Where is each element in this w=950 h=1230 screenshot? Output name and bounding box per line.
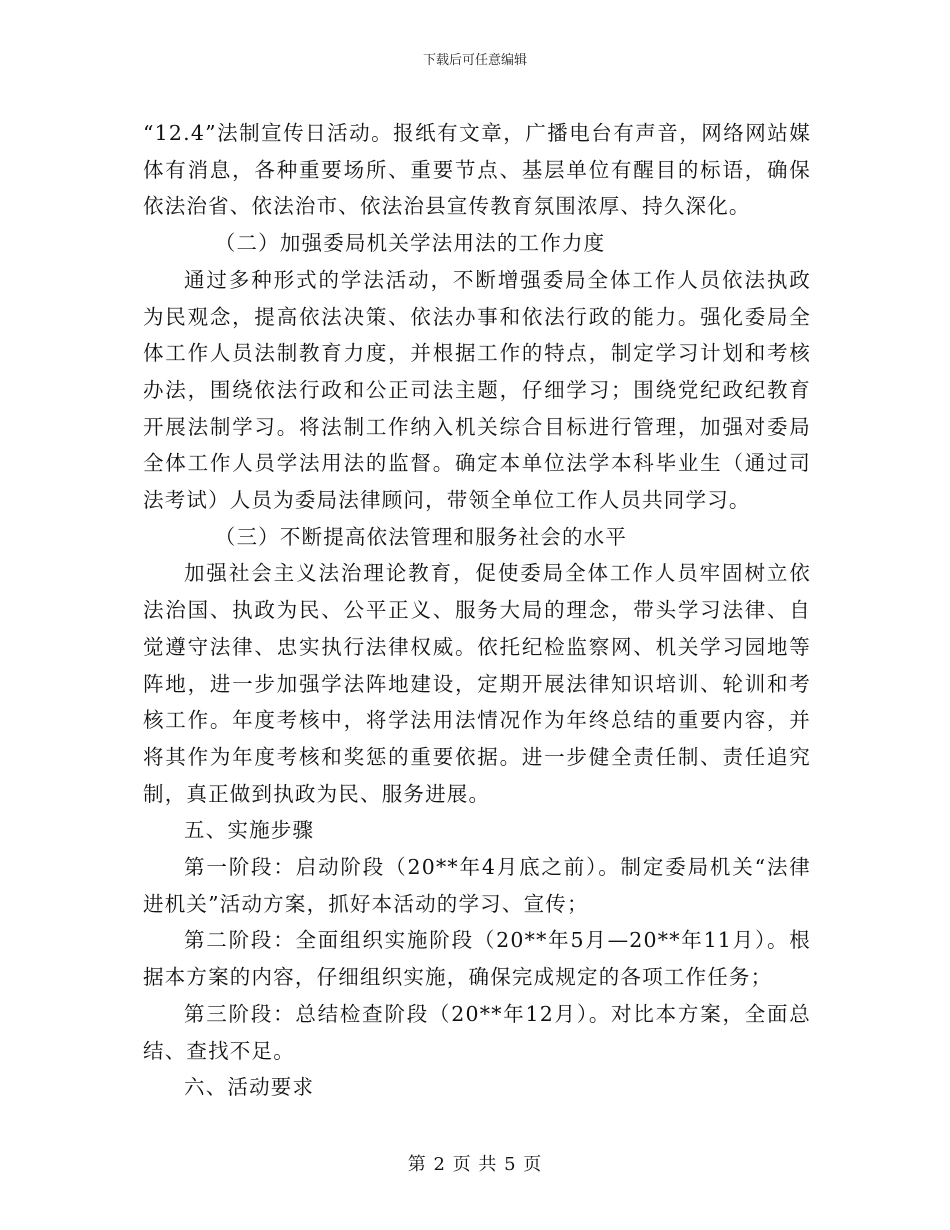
paragraph-phase-3: 第三阶段：总结检查阶段（20**年12月）。对比本方案，全面总结、查找不足。 — [143, 1001, 811, 1063]
section-heading-3: （三）不断提高依法管理和服务社会的水平 — [214, 524, 628, 549]
section-heading-2: （二）加强委局机关学法用法的工作力度 — [214, 231, 606, 256]
paragraph-phase-1: 第一阶段：启动阶段（20**年4月底之前）。制定委局机关“法律进机关”活动方案，抓好本活动的学习、宣传； — [143, 855, 811, 916]
paragraph-phase-2: 第二阶段：全面组织实施阶段（20**年5月—20**年11月）。根据本方案的内容，仔细组织实施，确保完成规定的各项工作任务； — [143, 928, 811, 990]
section-heading-requirements: 六、活动要求 — [184, 1075, 315, 1100]
paragraph-study-law: 通过多种形式的学法活动，不断增强委局全体工作人员依法执政为民观念，提高依法决策、依法办事和依法行政的能力。强化委局全体工作人员法制教育力度，并根据工作的特点，制定学习计划和考核办法，围绕依法行政和公正司法主题，仔细学习；围绕党纪政纪教育开展法制学习。将法制工作纳入机关综合目标进行管理，加强对委局全体工作人员学法用法的监督。确定本单位法学本科毕业生（通过司法考试）人员为委局法律顾问，带领全单位工作人员共同学习。 — [143, 267, 811, 513]
document-body — [143, 115, 811, 1106]
paragraph-rule-of-law: 加强社会主义法治理论教育，促使委局全体工作人员牢固树立依法治国、执政为民、公平正义、服务大局的理念，带头学习法律、自觉遵守法律、忠实执行法律权威。依托纪检监察网、机关学习园地等阵地，进一步加强学法阵地建设，定期开展法律知识培训、轮训和考核工作。年度考核中，将学法用法情况作为年终总结的重要内容，并将其作为年度考核和奖惩的重要依据。进一步健全责任制、责任追究制，真正做到执政为民、服务进展。 — [143, 561, 811, 806]
page-number-footer: 第 2 页 共 5 页 — [407, 1154, 543, 1175]
section-heading-implementation: 五、实施步骤 — [184, 818, 315, 843]
page-header-note: 下载后可任意编辑 — [422, 53, 527, 68]
paragraph-continuation: “12.4”法制宣传日活动。报纸有文章，广播电台有声音，网络网站媒体有消息，各种重要场所、重要节点、基层单位有醒目的标语，确保依法治省、依法治市、依法治县宣传教育氛围浓厚、持久深化。 — [143, 121, 811, 219]
